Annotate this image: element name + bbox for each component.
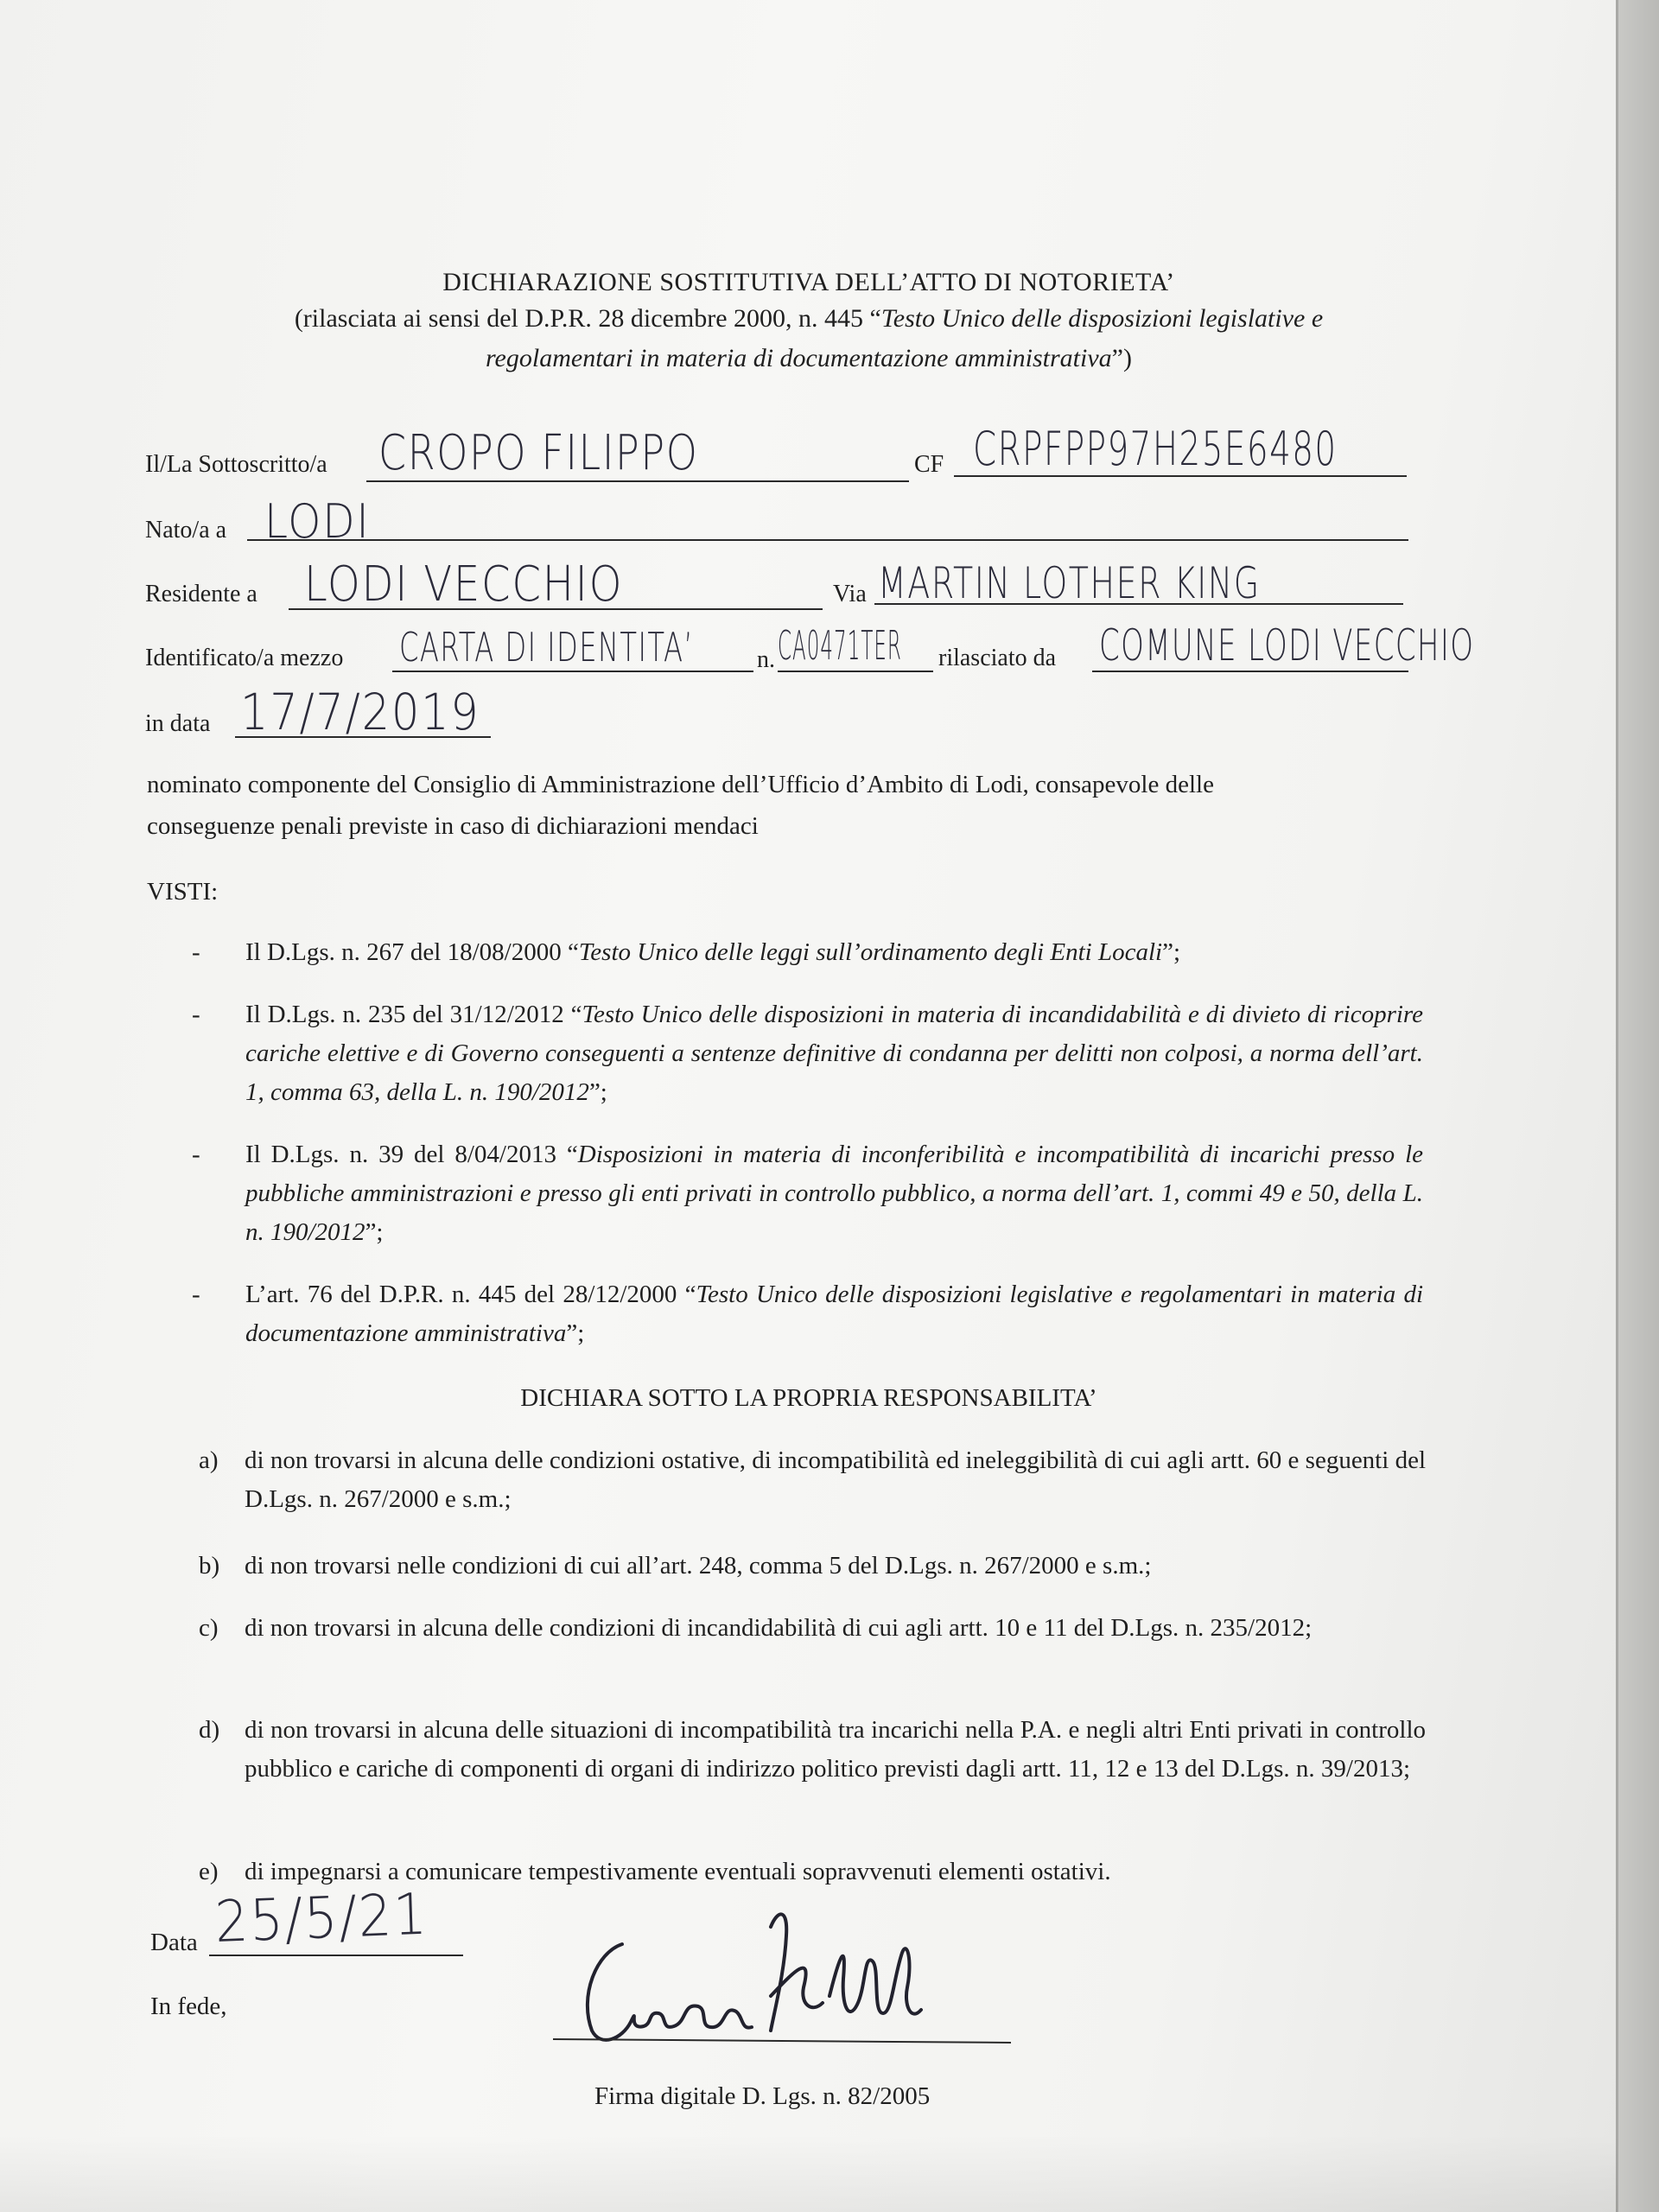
dichiara-marker: d)	[199, 1716, 220, 1744]
visti-item-title: Testo Unico delle disposizioni in materia di incandidabilità e di divieto di ricoprire cariche elettive e di Governo conseguenti a sentenze definitive di condanna per delitti non colposi, a norma dell’art. 1, comma 63, della L. n. 190/2012	[245, 1001, 1424, 1106]
via-label: Via	[833, 581, 867, 607]
firma-label: Firma digitale D. Lgs. n. 82/2005	[594, 2082, 931, 2110]
in-data-label: in data	[145, 710, 211, 737]
visti-item-1	[192, 933, 1423, 972]
numero-line	[778, 671, 933, 672]
dichiara-text: di non trovarsi in alcuna delle condizioni di incandidabilità di cui agli artt. 10 e 11 del D.Lgs. n. 235/2012;	[245, 1614, 1313, 1642]
visti-marker: -	[192, 938, 200, 966]
dichiara-item-d	[199, 1711, 1426, 1789]
dichiara-marker: b)	[199, 1552, 220, 1580]
visti-item-title: Testo Unico delle disposizioni legislative e regolamentari in materia di documentazione amministrativa	[245, 1281, 1424, 1347]
dichiara-text: di impegnarsi a comunicare tempestivamente eventuali sopravvenuti elementi ostativi.	[245, 1858, 1111, 1885]
dichiara-marker: c)	[199, 1614, 219, 1642]
visti-item-suffix: ”;	[1162, 938, 1181, 966]
dichiara-text: di non trovarsi in alcuna delle situazioni di incompatibilità tra incarichi nella P.A. e negli altri Enti privati in controllo pubblico e cariche di componenti di organi di indirizzo politico previsti dagli artt. 11, 12 e 13 del D.Lgs. n. 39/2013;	[245, 1716, 1426, 1783]
nato-label: Nato/a a	[145, 517, 227, 543]
visti-item-prefix: Il D.Lgs. n. 39 del 8/04/2013 “	[245, 1141, 578, 1168]
visti-item-3	[192, 1135, 1423, 1252]
numero-field[interactable]: CA0471TER	[778, 622, 902, 669]
visti-item-suffix: ”;	[365, 1218, 384, 1246]
cf-field[interactable]: CRPFPP97H25E6480	[973, 422, 1338, 476]
dichiara-heading: DICHIARA SOTTO LA PROPRIA RESPONSABILITA’	[520, 1384, 1097, 1412]
sottoscritto-label: Il/La Sottoscritto/a	[145, 451, 327, 478]
visti-marker: -	[192, 1001, 200, 1028]
identificato-line	[392, 671, 753, 672]
visti-item-title: Disposizioni in materia di inconferibilità e incompatibilità di incarichi presso le pubbliche amministrazioni e presso gli enti privati in controllo pubblico, a norma dell’art. 1, commi 49 e 50, della L. n. 190/2012	[245, 1141, 1423, 1246]
residente-field[interactable]: LODI VECCHIO	[304, 556, 624, 613]
document-title: DICHIARAZIONE SOSTITUTIVA DELL’ATTO DI NOTORIETA’	[442, 268, 1175, 296]
visti-item-prefix: Il D.Lgs. n. 235 del 31/12/2012 “	[245, 1001, 582, 1028]
data-field[interactable]: 25/5/21	[213, 1880, 429, 1955]
subtitle-suffix: ”)	[1111, 344, 1132, 372]
dichiara-item-b	[199, 1547, 1426, 1586]
subtitle-italic-1: Testo Unico delle disposizioni legislative e	[880, 304, 1324, 333]
document-subtitle-line2	[0, 344, 1618, 373]
nato-line	[247, 539, 1408, 541]
visti-item-title: Testo Unico delle leggi sull’ordinamento degli Enti Locali	[578, 938, 1163, 966]
subtitle-prefix: (rilasciata ai sensi del D.P.R. 28 dicembre 2000, n. 445 “	[294, 304, 881, 333]
intro-line-2: conseguenze penali previste in caso di dichiarazioni mendaci	[147, 812, 759, 840]
data-label: Data	[150, 1929, 198, 1956]
cf-label: CF	[914, 451, 944, 478]
visti-marker: -	[192, 1141, 200, 1168]
via-field[interactable]: MARTIN LOTHER KING	[878, 558, 1261, 608]
dichiara-text: di non trovarsi nelle condizioni di cui all’art. 248, comma 5 del D.Lgs. n. 267/2000 e s.m.;	[245, 1552, 1152, 1580]
data-line	[209, 1955, 463, 1956]
dichiara-text: di non trovarsi in alcuna delle condizioni ostative, di incompatibilità ed ineleggibilità di cui agli artt. 60 e seguenti del D.Lgs. n. 267/2000 e s.m.;	[245, 1446, 1426, 1513]
dichiara-marker: a)	[199, 1446, 219, 1474]
visti-item-2	[192, 995, 1423, 1112]
document-subtitle-line1	[0, 304, 1618, 334]
intro-paragraph	[147, 764, 1426, 847]
visti-heading: VISTI:	[147, 878, 219, 906]
dichiara-item-a	[199, 1441, 1426, 1519]
identificato-field[interactable]: CARTA DI IDENTITA’	[399, 624, 695, 671]
visti-item-4	[192, 1275, 1423, 1353]
in-data-field[interactable]: 17/7/2019	[240, 683, 480, 741]
visti-marker: -	[192, 1281, 200, 1308]
background-edge	[1618, 0, 1659, 2212]
intro-line-1: nominato componente del Consiglio di Amministrazione dell’Ufficio d’Ambito di Lodi, consapevole delle	[147, 771, 1214, 798]
signature-image	[544, 1901, 1028, 2056]
numero-label: n.	[757, 646, 775, 673]
in-fede-text: In fede,	[150, 1993, 227, 2020]
visti-item-suffix: ”;	[588, 1078, 607, 1106]
page-shadow	[0, 2134, 1618, 2212]
rilasciato-field[interactable]: COMUNE LODI VECCHIO	[1099, 620, 1475, 671]
dichiara-item-c	[199, 1609, 1426, 1648]
dichiara-marker: e)	[199, 1858, 219, 1885]
visti-item-prefix: L’art. 76 del D.P.R. n. 445 del 28/12/2000 “	[245, 1281, 696, 1308]
rilasciato-label: rilasciato da	[938, 645, 1057, 671]
subtitle-italic-2: regolamentari in materia di documentazione amministrativa	[486, 344, 1112, 372]
nato-field[interactable]: LODI	[264, 494, 371, 549]
sottoscritto-field[interactable]: CROPO FILIPPO	[378, 425, 699, 481]
rilasciato-line	[1092, 671, 1408, 672]
residente-label: Residente a	[145, 581, 257, 607]
identificato-label: Identificato/a mezzo	[145, 645, 344, 671]
visti-item-suffix: ”;	[566, 1319, 585, 1347]
visti-item-prefix: Il D.Lgs. n. 267 del 18/08/2000 “	[245, 938, 579, 966]
